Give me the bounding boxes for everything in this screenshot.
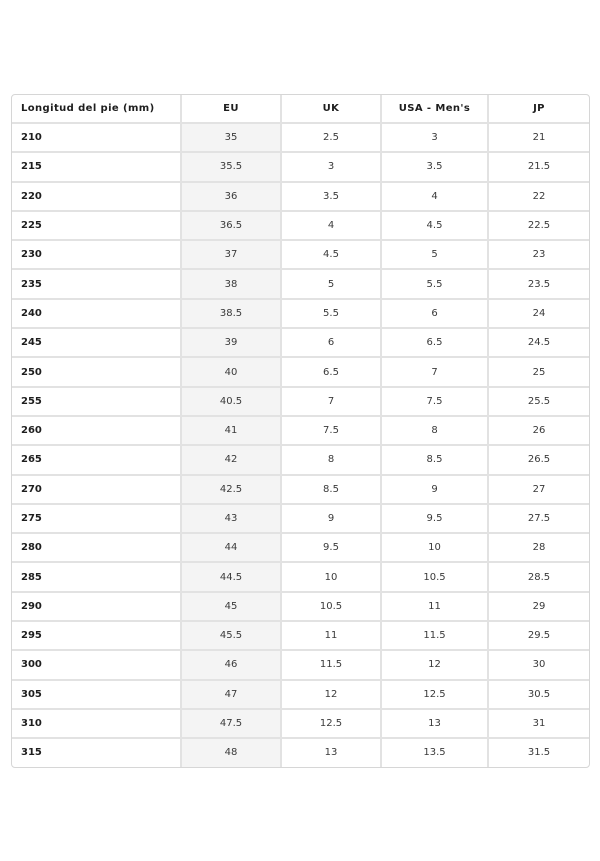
table-row (12, 269, 589, 298)
table-row (12, 182, 589, 211)
usa-men-size-cell: 9 (381, 475, 488, 504)
jp-size-cell: 29.5 (488, 621, 589, 650)
eu-size-cell: 37 (181, 240, 281, 269)
foot-length-cell: 265 (12, 445, 181, 474)
table-row (12, 475, 589, 504)
usa-men-size-cell: 8.5 (381, 445, 488, 474)
jp-size-cell: 24.5 (488, 328, 589, 357)
jp-size-cell: 23.5 (488, 269, 589, 298)
foot-length-cell: 235 (12, 269, 181, 298)
table-row (12, 592, 589, 621)
table-row (12, 416, 589, 445)
eu-size-cell: 36 (181, 182, 281, 211)
usa-men-size-cell: 7 (381, 357, 488, 386)
jp-size-cell: 22.5 (488, 211, 589, 240)
usa-men-size-cell: 6.5 (381, 328, 488, 357)
usa-men-size-cell: 3.5 (381, 152, 488, 181)
eu-size-cell: 43 (181, 504, 281, 533)
table-row (12, 387, 589, 416)
eu-size-cell: 44.5 (181, 562, 281, 591)
foot-length-cell: 230 (12, 240, 181, 269)
eu-size-cell: 46 (181, 650, 281, 679)
header-usa-men: USA - Men's (381, 95, 488, 123)
header-eu: EU (181, 95, 281, 123)
header-foot-length: Longitud del pie (mm) (12, 95, 181, 123)
table-row (12, 123, 589, 152)
foot-length-cell: 270 (12, 475, 181, 504)
table-row (12, 328, 589, 357)
table-row (12, 357, 589, 386)
uk-size-cell: 11 (281, 621, 381, 650)
usa-men-size-cell: 10 (381, 533, 488, 562)
jp-size-cell: 22 (488, 182, 589, 211)
foot-length-cell: 220 (12, 182, 181, 211)
usa-men-size-cell: 12 (381, 650, 488, 679)
eu-size-cell: 40.5 (181, 387, 281, 416)
uk-size-cell: 5.5 (281, 299, 381, 328)
foot-length-cell: 310 (12, 709, 181, 738)
foot-length-cell: 240 (12, 299, 181, 328)
header-jp: JP (488, 95, 589, 123)
uk-size-cell: 11.5 (281, 650, 381, 679)
jp-size-cell: 23 (488, 240, 589, 269)
eu-size-cell: 36.5 (181, 211, 281, 240)
usa-men-size-cell: 13.5 (381, 738, 488, 766)
uk-size-cell: 6 (281, 328, 381, 357)
jp-size-cell: 28.5 (488, 562, 589, 591)
jp-size-cell: 24 (488, 299, 589, 328)
eu-size-cell: 48 (181, 738, 281, 766)
foot-length-cell: 300 (12, 650, 181, 679)
foot-length-cell: 275 (12, 504, 181, 533)
jp-size-cell: 29 (488, 592, 589, 621)
eu-size-cell: 42.5 (181, 475, 281, 504)
eu-size-cell: 47.5 (181, 709, 281, 738)
uk-size-cell: 9 (281, 504, 381, 533)
foot-length-cell: 280 (12, 533, 181, 562)
table-row (12, 504, 589, 533)
uk-size-cell: 3 (281, 152, 381, 181)
table-row (12, 650, 589, 679)
usa-men-size-cell: 11.5 (381, 621, 488, 650)
usa-men-size-cell: 5.5 (381, 269, 488, 298)
header-uk: UK (281, 95, 381, 123)
table-row (12, 533, 589, 562)
uk-size-cell: 10 (281, 562, 381, 591)
table-row (12, 621, 589, 650)
usa-men-size-cell: 5 (381, 240, 488, 269)
jp-size-cell: 21 (488, 123, 589, 152)
jp-size-cell: 26.5 (488, 445, 589, 474)
jp-size-cell: 27.5 (488, 504, 589, 533)
eu-size-cell: 38 (181, 269, 281, 298)
foot-length-cell: 295 (12, 621, 181, 650)
usa-men-size-cell: 7.5 (381, 387, 488, 416)
jp-size-cell: 21.5 (488, 152, 589, 181)
usa-men-size-cell: 13 (381, 709, 488, 738)
usa-men-size-cell: 4 (381, 182, 488, 211)
table-row (12, 445, 589, 474)
jp-size-cell: 30.5 (488, 680, 589, 709)
foot-length-cell: 290 (12, 592, 181, 621)
usa-men-size-cell: 10.5 (381, 562, 488, 591)
uk-size-cell: 12 (281, 680, 381, 709)
table-row (12, 709, 589, 738)
uk-size-cell: 10.5 (281, 592, 381, 621)
eu-size-cell: 44 (181, 533, 281, 562)
table-row (12, 211, 589, 240)
size-chart-table-wrapper (11, 94, 590, 768)
usa-men-size-cell: 3 (381, 123, 488, 152)
usa-men-size-cell: 12.5 (381, 680, 488, 709)
usa-men-size-cell: 9.5 (381, 504, 488, 533)
uk-size-cell: 5 (281, 269, 381, 298)
foot-length-cell: 285 (12, 562, 181, 591)
eu-size-cell: 39 (181, 328, 281, 357)
eu-size-cell: 35.5 (181, 152, 281, 181)
table-row (12, 562, 589, 591)
uk-size-cell: 4 (281, 211, 381, 240)
foot-length-cell: 255 (12, 387, 181, 416)
usa-men-size-cell: 11 (381, 592, 488, 621)
jp-size-cell: 31.5 (527, 747, 551, 759)
uk-size-cell: 2.5 (281, 123, 381, 152)
uk-size-cell: 4.5 (281, 240, 381, 269)
usa-men-size-cell: 4.5 (381, 211, 488, 240)
jp-size-cell: 25.5 (488, 387, 589, 416)
jp-size-cell: 27 (488, 475, 589, 504)
table-row (12, 299, 589, 328)
table-row (12, 240, 589, 269)
foot-length-cell: 225 (12, 211, 181, 240)
foot-length-cell: 245 (12, 328, 181, 357)
foot-length-cell: 250 (12, 357, 181, 386)
foot-length-cell: 210 (12, 123, 181, 152)
eu-size-cell: 45.5 (181, 621, 281, 650)
foot-length-cell: 260 (12, 416, 181, 445)
table-row (12, 738, 589, 766)
uk-size-cell: 3.5 (281, 182, 381, 211)
size-chart-table (12, 95, 589, 767)
eu-size-cell: 40 (181, 357, 281, 386)
usa-men-size-cell: 6 (381, 299, 488, 328)
eu-size-cell: 35 (181, 123, 281, 152)
uk-size-cell: 12.5 (281, 709, 381, 738)
uk-size-cell: 8 (281, 445, 381, 474)
jp-size-cell: 30 (488, 650, 589, 679)
jp-size-cell: 25 (488, 357, 589, 386)
uk-size-cell: 13 (281, 738, 381, 766)
foot-length-cell: 215 (12, 152, 181, 181)
eu-size-cell: 42 (181, 445, 281, 474)
uk-size-cell: 7 (281, 387, 381, 416)
jp-size-cell: 31 (488, 709, 589, 738)
eu-size-cell: 45 (181, 592, 281, 621)
jp-size-cell: 26 (488, 416, 589, 445)
foot-length-cell: 305 (12, 680, 181, 709)
uk-size-cell: 9.5 (281, 533, 381, 562)
table-row (12, 152, 589, 181)
table-row (12, 680, 589, 709)
jp-size-cell: 28 (488, 533, 589, 562)
uk-size-cell: 7.5 (281, 416, 381, 445)
eu-size-cell: 47 (181, 680, 281, 709)
header-row (12, 95, 589, 123)
eu-size-cell: 38.5 (181, 299, 281, 328)
eu-size-cell: 41 (181, 416, 281, 445)
usa-men-size-cell: 8 (381, 416, 488, 445)
table-body (12, 123, 589, 767)
table-header (12, 95, 589, 123)
uk-size-cell: 8.5 (281, 475, 381, 504)
foot-length-cell: 315 (12, 738, 181, 766)
uk-size-cell: 6.5 (281, 357, 381, 386)
